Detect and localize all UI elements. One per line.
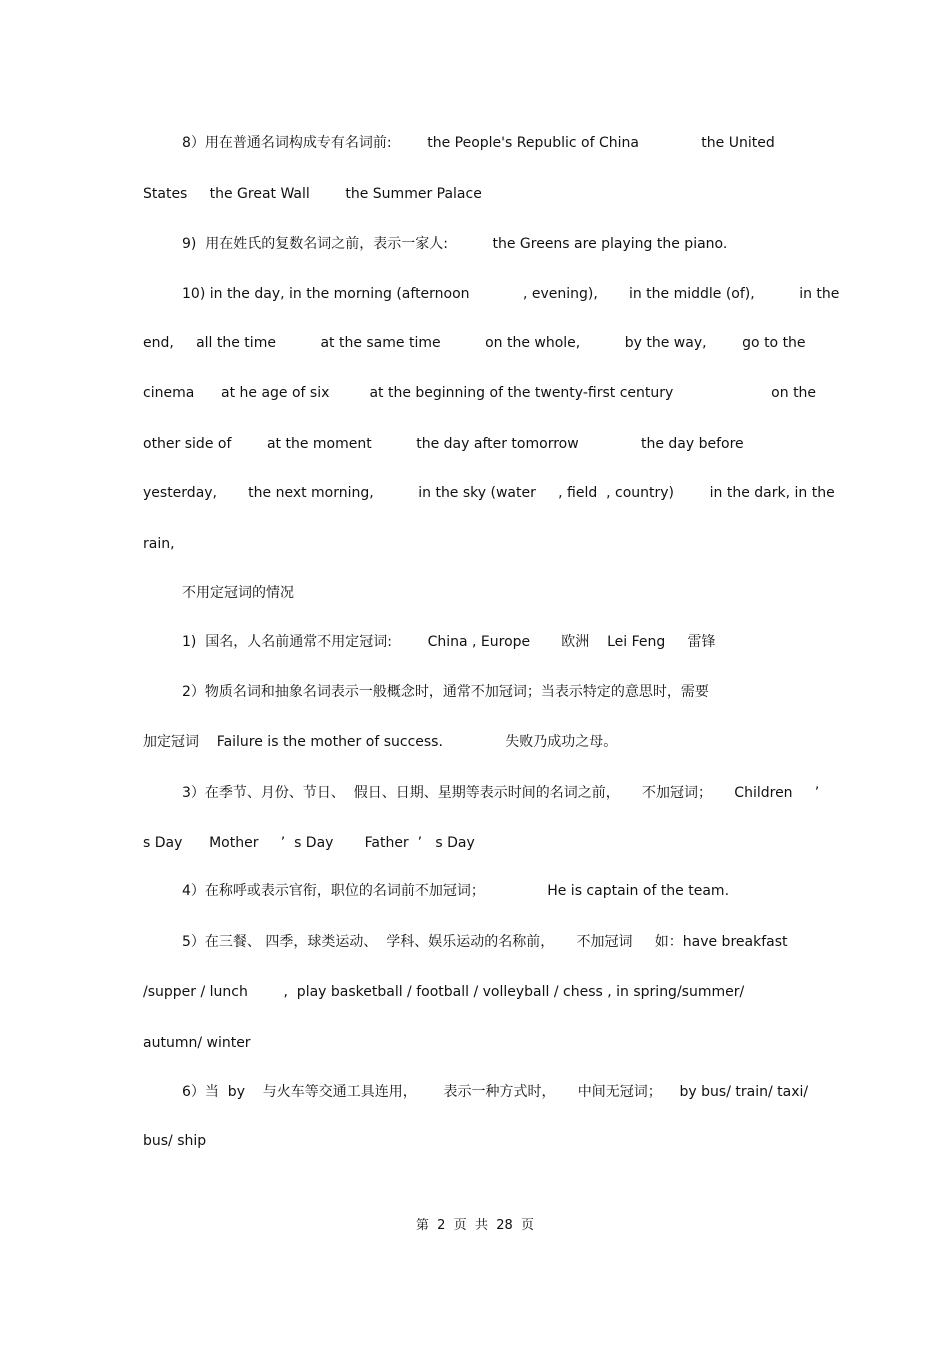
text-line-20: 6）当 by 与火车等交通工具连用， 表示一种方式时， 中间无冠词； by bus/ train/ taxi/: [182, 1084, 809, 1100]
text-line-9: rain,: [143, 536, 175, 552]
text-line-17: 5）在三餐、 四季，球类运动、 学科、娱乐运动的名称前， 不加冠词 如：have breakfast: [182, 934, 788, 950]
text-line-5: end, all the time at the same time on the whole, by the way, go to the: [143, 335, 806, 351]
text-line-18: /supper / lunch , play basketball / football / volleyball / chess , in spring/summer/: [143, 984, 745, 1000]
text-line-14: 3）在季节、月份、节日、 假日、日期、星期等表示时间的名词之前， 不加冠词； Children ’: [182, 785, 820, 801]
text-line-21: bus/ ship: [143, 1133, 207, 1149]
text-line-4: 10) in the day, in the morning (afternoon , evening), in the middle (of), in the: [182, 286, 840, 302]
page-number-footer: 第 2 页 共 28 页: [415, 1218, 535, 1233]
text-line-19: autumn/ winter: [143, 1035, 251, 1051]
text-line-13: 加定冠词 Failure is the mother of success. 失败乃成功之母。: [143, 734, 618, 750]
section-heading: 不用定冠词的情况: [182, 585, 294, 601]
text-line-1: 8）用在普通名词构成专有名词前: the People's Republic of China the United: [182, 135, 775, 151]
text-line-2: States the Great Wall the Summer Palace: [143, 186, 482, 202]
text-line-12: 2）物质名词和抽象名词表示一般概念时，通常不加冠词；当表示特定的意思时，需要: [182, 684, 709, 700]
text-line-7: other side of at the moment the day after tomorrow the day before: [143, 436, 744, 452]
text-line-15: s Day Mother ’ s Day Father ’ s Day: [143, 835, 475, 851]
text-line-11: 1) 国名，人名前通常不用定冠词: China , Europe 欧洲 Lei Feng 雷锋: [182, 634, 716, 650]
text-line-3: 9) 用在姓氏的复数名词之前，表示一家人: the Greens are playing the piano.: [182, 236, 728, 252]
text-line-8: yesterday, the next morning, in the sky (water , field , country) in the dark, in the: [143, 485, 835, 501]
text-line-16: 4）在称呼或表示官衔，职位的名词前不加冠词； He is captain of the team.: [182, 883, 730, 899]
text-line-6: cinema at he age of six at the beginning of the twenty-first century on the: [143, 385, 817, 401]
